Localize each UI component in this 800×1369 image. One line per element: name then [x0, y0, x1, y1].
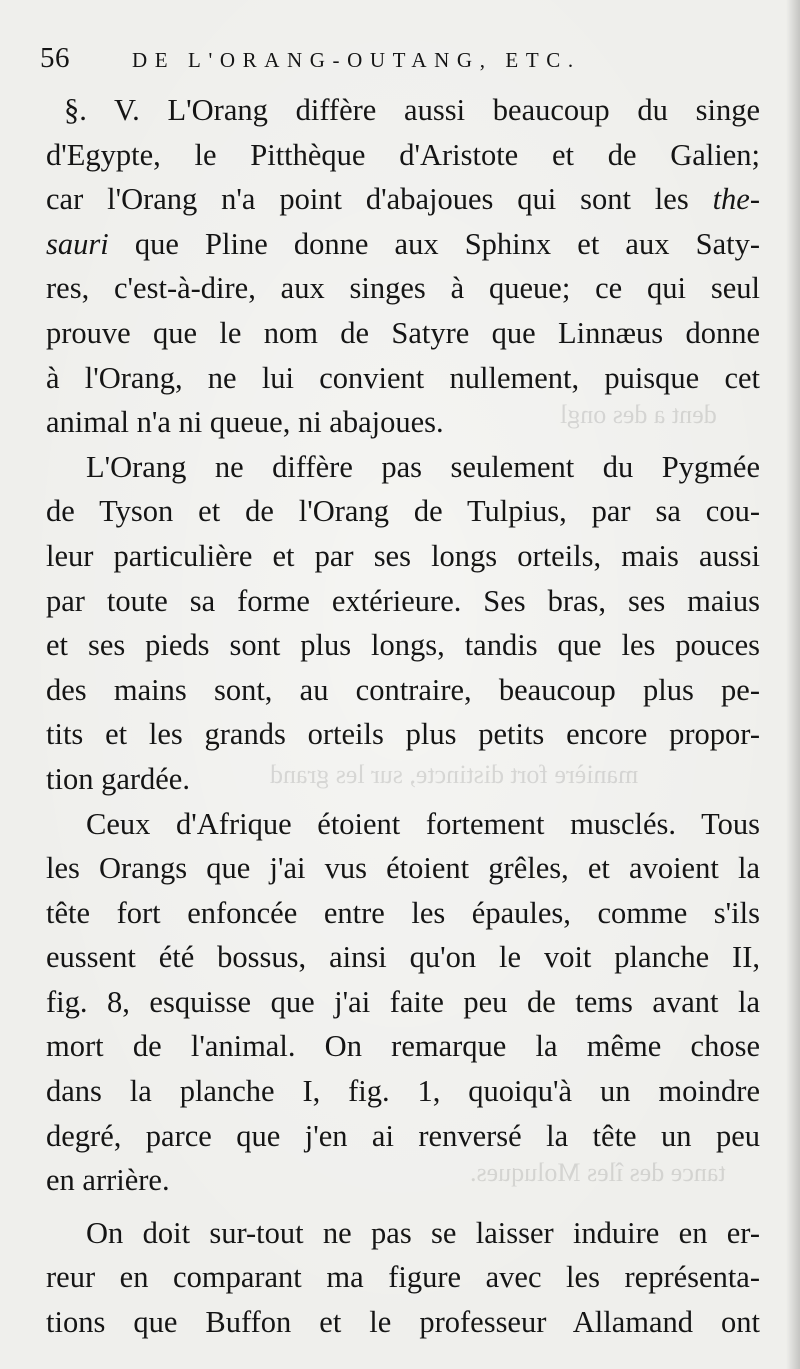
- text-line: [46, 222, 760, 267]
- text-line: des mains sont, au contraire, beaucoup plus pe-: [46, 672, 760, 707]
- text-line: Ceux d'Afrique étoient fortement musclés. Tous: [86, 806, 760, 841]
- running-title: DE L'ORANG-OUTANG, ETC.: [132, 48, 581, 72]
- page-number: 56: [40, 42, 70, 74]
- paragraph: [46, 802, 760, 1203]
- show-through-text: tance des îles Moluques.: [470, 1158, 726, 1187]
- text-line: fig. 8, esquisse que j'ai faite peu de tems avant la: [46, 984, 760, 1019]
- body-text: [46, 88, 760, 1345]
- text-line-part: que Pline donne aux Sphinx et aux Saty-: [108, 226, 760, 261]
- italic-word: the-: [712, 182, 760, 217]
- text-line-part: car l'Orang n'a point d'abajoues qui sont les: [46, 182, 713, 217]
- show-through-text: dent a des ongl: [560, 400, 717, 429]
- text-line: animal n'a ni queue, ni abajoues.: [46, 405, 444, 440]
- text-line: tête fort enfoncée entre les épaules, comme s'ils: [46, 895, 760, 930]
- text-line: en arrière.: [46, 1163, 170, 1198]
- paragraph: [46, 1211, 760, 1345]
- text-line: §. V. L'Orang diffère aussi beaucoup du singe: [64, 93, 760, 127]
- text-line: d'Egypte, le Pitthèque d'Aristote et de Galien;: [46, 137, 760, 172]
- paragraph: [46, 88, 760, 445]
- text-line: à l'Orang, ne lui convient nullement, puisque cet: [46, 360, 760, 395]
- text-line: res, c'est-à-dire, aux singes à queue; ce qui seul: [46, 271, 760, 306]
- text-line: leur particulière et par ses longs orteils, mais aussi: [46, 538, 760, 573]
- text-line: tions que Buffon et le professeur Allamand ont: [46, 1305, 760, 1340]
- text-line: dans la planche I, fig. 1, quoiqu'à un moindre: [46, 1074, 760, 1109]
- text-line: mort de l'animal. On remarque la même chose: [46, 1029, 760, 1064]
- paragraph: [46, 445, 760, 802]
- text-line: eussent été bossus, ainsi qu'on le voit planche II,: [46, 940, 760, 975]
- text-line: On doit sur-tout ne pas se laisser induire en er-: [86, 1215, 760, 1250]
- page-edge-shadow: [786, 0, 800, 1369]
- text-line: degré, parce que j'en ai renversé la tête un peu: [46, 1118, 760, 1153]
- text-line: L'Orang ne diffère pas seulement du Pygmée: [86, 449, 760, 484]
- text-line: reur en comparant ma figure avec les représenta-: [46, 1260, 760, 1295]
- text-line: les Orangs que j'ai vus étoient grêles, et avoient la: [46, 851, 760, 886]
- text-line: tits et les grands orteils plus petits encore propor-: [46, 717, 760, 752]
- running-head: [40, 40, 760, 80]
- text-line: par toute sa forme extérieure. Ses bras, ses maius: [46, 583, 760, 618]
- text-line: et ses pieds sont plus longs, tandis que les pouces: [46, 628, 760, 663]
- text-line: prouve que le nom de Satyre que Linnæus donne: [46, 315, 760, 350]
- text-line: tion gardée.: [46, 761, 190, 796]
- show-through-text: manière fort distincte, sur les grand: [270, 760, 639, 789]
- italic-word: sauri: [46, 226, 109, 261]
- text-line: [46, 177, 760, 222]
- text-line: de Tyson et de l'Orang de Tulpius, par sa cou-: [46, 494, 760, 529]
